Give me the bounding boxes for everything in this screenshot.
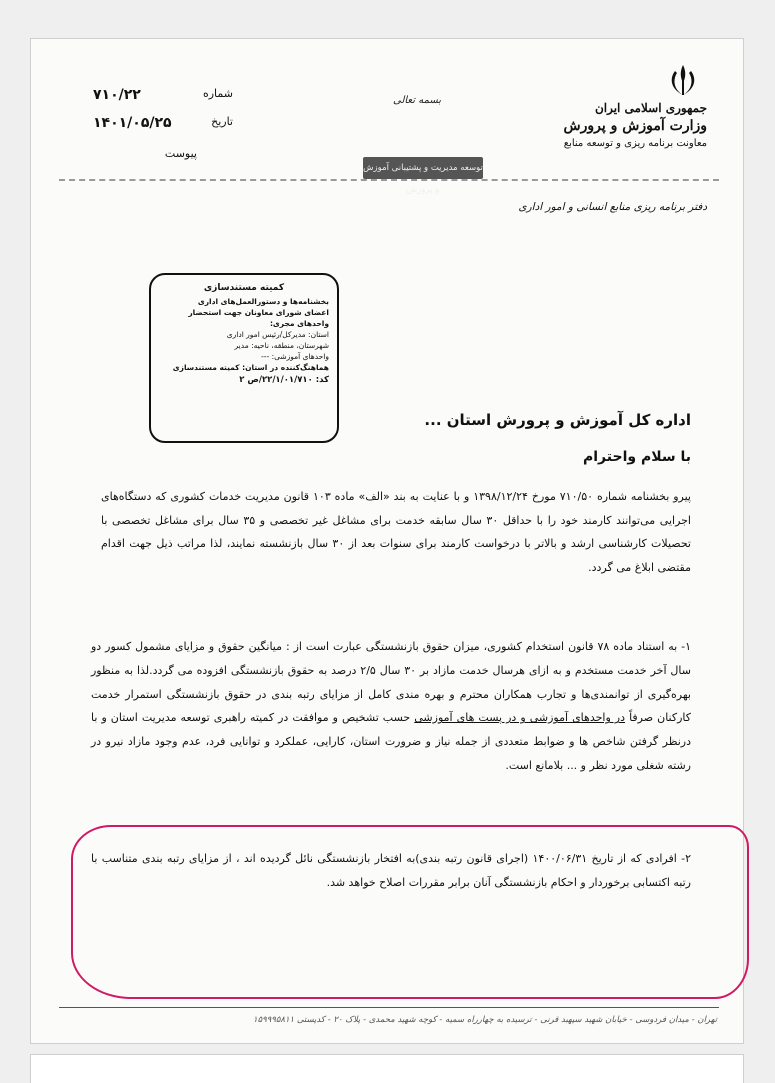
stamp-line4: استان: مدیرکل/رئیس امور اداری	[226, 330, 329, 339]
stamp-line6: واحدهای آموزشی: ---	[261, 352, 329, 361]
intro-paragraph: پیرو بخشنامه شماره ۷۱۰/۵۰ مورخ ۱۳۹۸/۱۲/۲۴ و با عنایت به بند «الف» ماده ۱۰۳ قانون مدیریت خدمات کشوری که دستگاه‌های اجرایی می‌توانند کارمند خود را با حداقل ۳۰ سال سابقه خدمت برای مشاغل غیر تخصصی و ۳۵ سال برای مشاغل تخصصی با تحصیلات کارشناسی ارشد و بالاتر با درخواست کارمند برای سنوات بعد از ۳۰ سال بازنشسته نمایند، لذا مراتب ذیل جهت اقدام مقتضی ابلاغ می گردد.	[101, 490, 691, 574]
clause-1	[91, 635, 691, 778]
division-title: دفتر برنامه ریزی منابع انسانی و امور اداری	[518, 201, 707, 213]
ministry-line3: معاونت برنامه ریزی و توسعه منابع	[563, 138, 707, 149]
letter-number: ۷۱۰/۲۲	[93, 87, 141, 103]
footer-divider	[59, 1007, 719, 1008]
header-divider	[59, 179, 719, 181]
ministry-line1: جمهوری اسلامی ایران	[594, 101, 707, 115]
letter-meta	[93, 87, 233, 143]
footer-address: تهران - میدان فردوسی - خیابان شهید سپهبد قرنی - ترسیده به چهارراه سمیه - کوچه شهید محمدی - پلاک ۲۰ - کدپستی ۱۵۹۹۹۵۸۱۱	[253, 1015, 717, 1025]
stamp-line7: هماهنگ‌کننده در استان: کمیته مستندسازی	[172, 363, 329, 372]
attachment-label: پیوست	[164, 147, 197, 160]
stamp-line2: اعضای شورای معاونان جهت استحضار	[188, 308, 329, 317]
next-page-edge	[30, 1054, 744, 1083]
clause-1-part-b: حسب تشخیص و موافقت در کمیته راهبری توسعه مدیریت استان و با درنظر گرفتن شاخص ها و ضوابط متعددی از جمله نیاز و ضرورت استان، کارایی، عملکرد و توانایی فرد، عدم وجود مازاد نیرو در رشته شغلی مورد نظر و ... بلامانع است.	[91, 711, 691, 772]
ministry-header	[517, 99, 707, 153]
stamp-title: کمیته مستندسازی	[203, 283, 285, 293]
stamp-line5: شهرستان، منطقه، ناحیه: مدیر	[234, 341, 329, 350]
clause-1-part-a: ۱- به استناد ماده ۷۸ قانون استخدام کشوری، میزان حقوق بازنشستگی عبارت است از : میانگین حقوق و مزایای مشمول کسور دو سال آخر خدمت مستخدم و به ازای هرسال خدمت مازاد بر ۳۰ سال ۲/۵ درصد به حقوق بازنشستگی افزوده می گردد.لذا به منظور بهره‌گیری از توانمندی‌ها و تجارب همکاران محترم و بهره مندی کامل از مزایای رتبه بندی در حقوق بازنشستگی استمرار خدمت کارکنان صرفاً	[91, 640, 692, 725]
date-label: تاریخ	[211, 115, 233, 128]
greeting: با سلام واحترام	[583, 449, 691, 465]
letter-page	[30, 38, 744, 1044]
number-label: شماره	[202, 87, 233, 100]
clause-1-underlined: در واحدهای آموزشی و در پست های آموزشی	[414, 711, 626, 725]
header-band: توسعه مدیریت و پشتیبانی آموزش و پرورش	[363, 157, 483, 179]
stamp-code: کد: ۲۲/۱/۰۱/۷۱۰/ص ۲	[239, 375, 329, 385]
clause-2: ۲- افرادی که از تاریخ ۱۴۰۰/۰۶/۳۱ (اجرای قانون رتبه بندی)به افتخار بازنشستگی نائل گردیده اند ، از مزایای رتبه بندی متناسب با رتبه اکتسابی برخوردار و احکام بازنشستگی آنان برابر مقررات اصلاح خواهد شد.	[91, 852, 691, 889]
iran-emblem-icon	[663, 61, 703, 101]
stamp-line1: بخشنامه‌ها و دستورالعمل‌های اداری	[197, 297, 329, 306]
letter-date: ۱۴۰۱/۰۵/۲۵	[93, 115, 172, 131]
ministry-line2: وزارت آموزش و پرورش	[563, 118, 707, 134]
addressee: اداره کل آموزش و پرورش استان ...	[424, 411, 691, 429]
classification-label: بسمه تعالی	[393, 95, 442, 106]
stamp-line3: واحدهای مجری:	[269, 319, 329, 328]
